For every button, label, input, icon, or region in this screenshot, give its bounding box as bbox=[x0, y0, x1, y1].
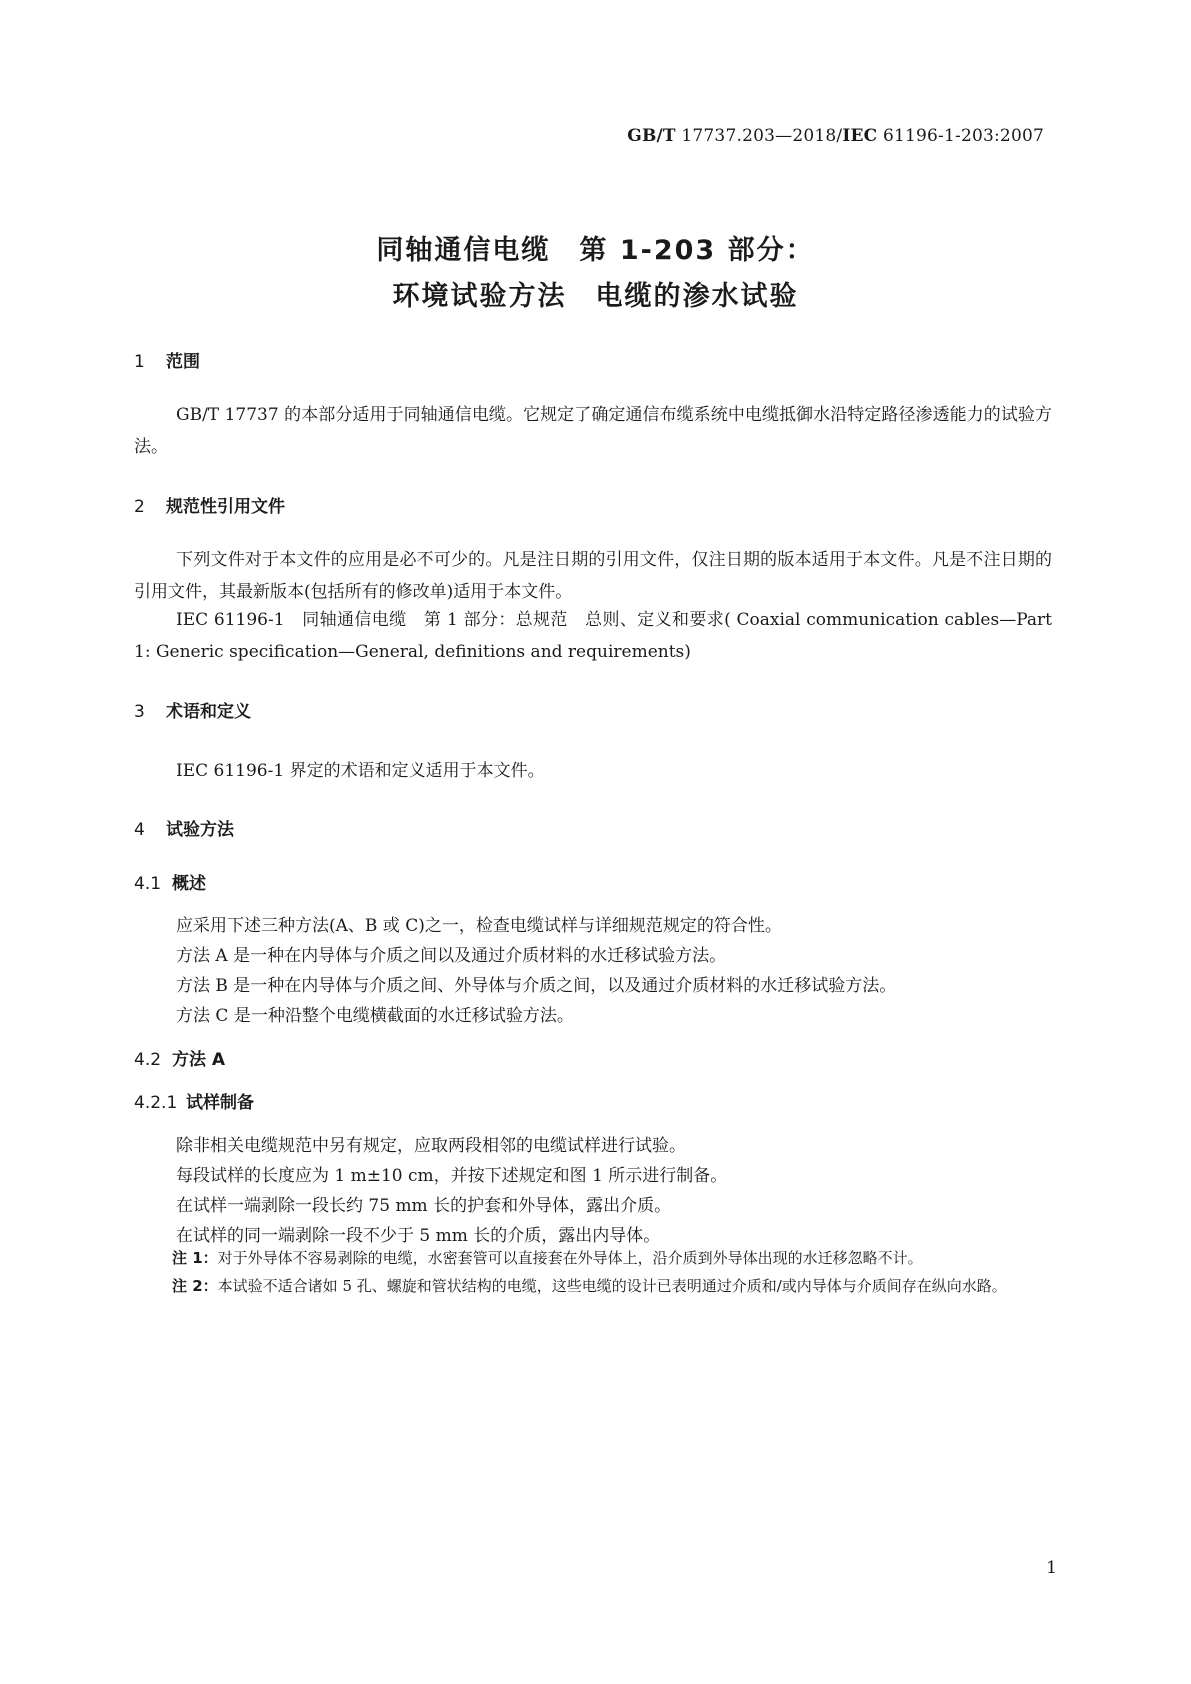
section-4-1-line: 方法 B 是一种在内导体与介质之间、外导体与介质之间，以及通过介质材料的水迁移试验方法。 bbox=[176, 976, 897, 996]
section-4-1-heading: 4.1 概述 bbox=[134, 874, 206, 894]
section-1-heading: 1 范围 bbox=[134, 352, 200, 372]
section-4-2-1-line: 在试样一端剥除一段长约 75 mm 长的护套和外导体，露出介质。 bbox=[176, 1196, 672, 1216]
section-1-body: GB/T 17737 的本部分适用于同轴通信电缆。它规定了确定通信布缆系统中电缆抵御水沿特定路径渗透能力的试验方法。 bbox=[134, 405, 1052, 457]
section-2-reference: IEC 61196-1 同轴通信电缆 第 1 部分：总规范 总则、定义和要求( Coaxial communication cables—Part 1: Generic specification—General, definitions and requirements) bbox=[134, 610, 1052, 662]
document-title bbox=[0, 228, 1191, 320]
note-1: 注 1：对于外导体不容易剥除的电缆，水密套管可以直接套在外导体上，沿介质到外导体出现的水迁移忽略不计。 bbox=[172, 1249, 923, 1267]
section-4-1-line: 应采用下述三种方法(A、B 或 C)之一，检查电缆试样与详细规范规定的符合性。 bbox=[176, 916, 782, 936]
section-4-2-1-heading: 4.2.1 试样制备 bbox=[134, 1093, 254, 1113]
section-4-2-1-line: 除非相关电缆规范中另有规定，应取两段相邻的电缆试样进行试验。 bbox=[176, 1136, 686, 1156]
note-2: 注 2：本试验不适合诸如 5 孔、螺旋和管状结构的电缆，这些电缆的设计已表明通过介质和/或内导体与介质间存在纵向水路。 bbox=[172, 1277, 1007, 1295]
title-line-2: 环境试验方法 电缆的渗水试验 bbox=[392, 281, 799, 312]
standard-code: GB/T 17737.203—2018/IEC 61196-1-203:2007 bbox=[627, 126, 1044, 146]
page-number: 1 bbox=[1046, 1558, 1057, 1578]
title-line-1: 同轴通信电缆 第 1-203 部分： bbox=[376, 235, 815, 266]
section-4-2-heading: 4.2 方法 A bbox=[134, 1050, 226, 1070]
section-3-heading: 3 术语和定义 bbox=[134, 702, 251, 722]
section-2-body-1: 下列文件对于本文件的应用是必不可少的。凡是注日期的引用文件，仅注日期的版本适用于本文件。凡是不注日期的引用文件，其最新版本(包括所有的修改单)适用于本文件。 bbox=[134, 550, 1052, 602]
section-4-1-line: 方法 C 是一种沿整个电缆横截面的水迁移试验方法。 bbox=[176, 1006, 574, 1026]
section-4-1-line: 方法 A 是一种在内导体与介质之间以及通过介质材料的水迁移试验方法。 bbox=[176, 946, 727, 966]
section-4-2-1-line: 每段试样的长度应为 1 m±10 cm，并按下述规定和图 1 所示进行制备。 bbox=[176, 1166, 728, 1186]
section-4-2-1-line: 在试样的同一端剥除一段不少于 5 mm 长的介质，露出内导体。 bbox=[176, 1226, 661, 1246]
section-3-body: IEC 61196-1 界定的术语和定义适用于本文件。 bbox=[176, 761, 545, 781]
section-2-heading: 2 规范性引用文件 bbox=[134, 497, 285, 517]
section-4-heading: 4 试验方法 bbox=[134, 820, 234, 840]
